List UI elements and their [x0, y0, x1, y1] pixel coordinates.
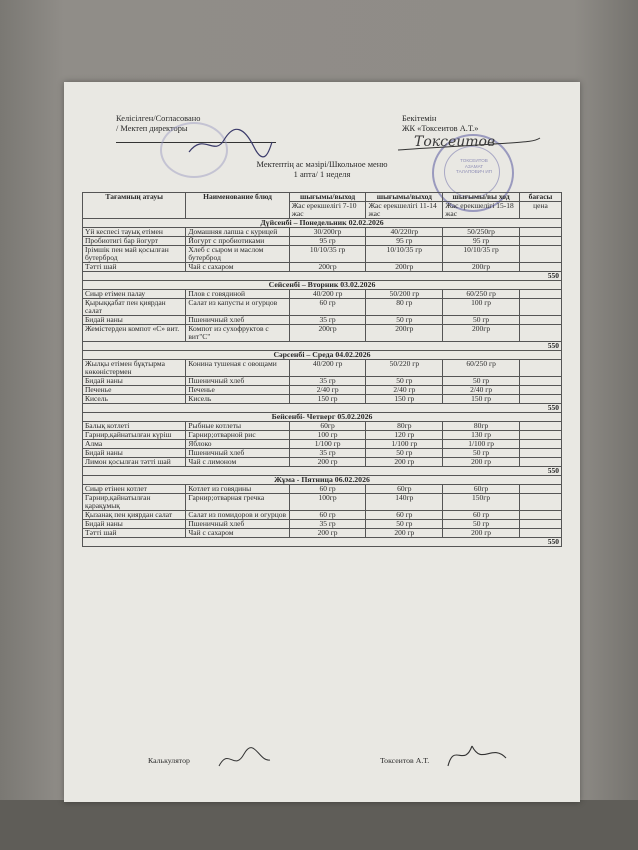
company-stamp-text: ТОКСЕИТОВ АЗАМАТ ТАЛАПОВИЧ ИП [455, 158, 493, 174]
day-total: 550 [83, 404, 562, 413]
output-age-3: 60/250 гр [443, 360, 520, 377]
dish-kazakh: Гарнир,қайнатылған қарақұмық [83, 494, 186, 511]
output-age-1: 200 гр [289, 529, 366, 538]
output-age-3: 10/10/35 гр [443, 246, 520, 263]
table-row [83, 246, 562, 263]
output-age-1: 1/100 гр [289, 440, 366, 449]
col-kazakh-header: Тағамның атауы [83, 193, 186, 219]
price-cell [519, 494, 561, 511]
output-age-3: 150 гр [443, 395, 520, 404]
output-age-3: 60 гр [443, 511, 520, 520]
dish-kazakh: Үй кеспесі тауық етімен [83, 228, 186, 237]
output-age-2: 50 гр [366, 377, 443, 386]
output-age-1: 40/200 гр [289, 290, 366, 299]
dish-kazakh: Сиыр етінен котлет [83, 485, 186, 494]
output-age-2: 40/220гр [366, 228, 443, 237]
price-cell [519, 290, 561, 299]
output-age-2: 150 гр [366, 395, 443, 404]
dish-russian: Гарнир;отварная гречка [186, 494, 289, 511]
output-age-3: 200гр [443, 325, 520, 342]
calculator-signature [214, 742, 274, 772]
output-age-2: 140гр [366, 494, 443, 511]
dish-kazakh: Бидай наны [83, 449, 186, 458]
output-age-1: 200гр [289, 263, 366, 272]
dish-kazakh: Тәтті шай [83, 263, 186, 272]
day-title: Бейсенбі- Четверг 05.02.2026 [83, 413, 562, 422]
confirm-label: Бекітемін [402, 114, 437, 123]
price-cell [519, 246, 561, 263]
price-cell [519, 377, 561, 386]
menu-sheet [64, 82, 580, 802]
dish-kazakh: Бидай наны [83, 520, 186, 529]
output-age-1: 35 гр [289, 449, 366, 458]
col-russian-header: Наименование блюд [186, 193, 289, 219]
dish-russian: Рыбные котлеты [186, 422, 289, 431]
table-row [83, 299, 562, 316]
output-age-3: 50 гр [443, 377, 520, 386]
price-cell [519, 386, 561, 395]
price-cell [519, 449, 561, 458]
output-age-1: 100гр [289, 494, 366, 511]
price-cell [519, 511, 561, 520]
output-age-2: 50 гр [366, 316, 443, 325]
output-age-1: 35 гр [289, 316, 366, 325]
table-row [83, 529, 562, 538]
director-signature [184, 122, 274, 162]
output-age-2: 95 гр [366, 237, 443, 246]
price-cell [519, 325, 561, 342]
output-age-3: 100 гр [443, 299, 520, 316]
output-age-3: 200 гр [443, 529, 520, 538]
dish-kazakh: Бидай наны [83, 316, 186, 325]
output-age-1: 60 гр [289, 485, 366, 494]
day-title: Дүйсенбі – Понедельник 02.02.2026 [83, 219, 562, 228]
day-title: Сәрсенбі – Среда 04.02.2026 [83, 351, 562, 360]
dish-kazakh: Печенье [83, 386, 186, 395]
output-age-3: 80гр [443, 422, 520, 431]
day-total-row [83, 538, 562, 547]
table-row [83, 263, 562, 272]
output-age-3: 60/250 гр [443, 290, 520, 299]
output-age-3: 1/100 гр [443, 440, 520, 449]
owner-signature [442, 738, 512, 772]
price-cell [519, 520, 561, 529]
dish-russian: Чай с сахаром [186, 263, 289, 272]
output-age-1: 95 гр [289, 237, 366, 246]
output-age-2: 10/10/35 гр [366, 246, 443, 263]
dish-kazakh: Тәтті шай [83, 529, 186, 538]
day-total: 550 [83, 467, 562, 476]
output-age-1: 200 гр [289, 458, 366, 467]
menu-title: Мектептің ас мәзірі/Школьное меню [256, 160, 388, 169]
output-age-1: 60 гр [289, 299, 366, 316]
dish-russian: Домашняя лапша с курицей [186, 228, 289, 237]
output-age-2: 50 гр [366, 449, 443, 458]
output-age-1: 35 гр [289, 377, 366, 386]
output-age-3: 50 гр [443, 520, 520, 529]
dish-russian: Печенье [186, 386, 289, 395]
dish-russian: Чай с лимоном [186, 458, 289, 467]
menu-table [82, 192, 562, 547]
dish-russian: Конина тушеная с овощами [186, 360, 289, 377]
output-age-2: 60 гр [366, 511, 443, 520]
dish-russian: Салат из капусты и огурцов [186, 299, 289, 316]
dish-russian: Кисель [186, 395, 289, 404]
table-row [83, 458, 562, 467]
dish-russian: Гарнир;отварной рис [186, 431, 289, 440]
price-cell [519, 237, 561, 246]
output-age-2: 120 гр [366, 431, 443, 440]
price-label: цена [519, 202, 561, 219]
dish-kazakh: Гарнир,қайнатылған күріш [83, 431, 186, 440]
dish-kazakh: Балық котлеті [83, 422, 186, 431]
dish-kazakh: Алма [83, 440, 186, 449]
dish-russian: Пшеничный хлеб [186, 316, 289, 325]
table-row [83, 360, 562, 377]
dish-kazakh: Қызанақ пен қиярдан салат [83, 511, 186, 520]
output-age-2: 200 гр [366, 529, 443, 538]
table-row [83, 325, 562, 342]
output-age-3: 150гр [443, 494, 520, 511]
output-age-1: 60гр [289, 422, 366, 431]
dish-russian: Пшеничный хлеб [186, 449, 289, 458]
output-age-1: 150 гр [289, 395, 366, 404]
age-group-3: Жас ерекшелігі 15-18 жас [443, 202, 520, 219]
price-cell [519, 422, 561, 431]
output-age-2: 200 гр [366, 458, 443, 467]
output-age-2: 2/40 гр [366, 386, 443, 395]
week-title: 1 апта/ 1 неделя [293, 170, 351, 179]
table-row [83, 395, 562, 404]
output-age-3: 60гр [443, 485, 520, 494]
col-output-2-header: шығымы/выход [366, 193, 443, 202]
dish-kazakh: Сиыр етімен палау [83, 290, 186, 299]
dish-kazakh: Пробиотигі бар йогурт [83, 237, 186, 246]
output-age-2: 200гр [366, 325, 443, 342]
output-age-3: 200 гр [443, 458, 520, 467]
age-group-1: Жас ерекшелігі 7-10 жас [289, 202, 366, 219]
dish-kazakh: Жылқы етімен бұқтырма көкөністермен [83, 360, 186, 377]
dish-kazakh: Бидай наны [83, 377, 186, 386]
dish-russian: Яблоко [186, 440, 289, 449]
approver-signature-text: Токсеитов [414, 134, 496, 150]
output-age-2: 50 гр [366, 520, 443, 529]
approval-label: Келісілген/Согласовано [116, 114, 201, 123]
dish-russian: Котлет из говядины [186, 485, 289, 494]
output-age-2: 50/200 гр [366, 290, 443, 299]
calculator-label: Калькулятор [148, 756, 190, 765]
output-age-2: 80гр [366, 422, 443, 431]
col-price-header: бағасы [519, 193, 561, 202]
output-age-1: 60 гр [289, 511, 366, 520]
table-row [83, 494, 562, 511]
price-cell [519, 485, 561, 494]
day-title: Жұма - Пятница 06.02.2026 [83, 476, 562, 485]
menu-title-block [64, 160, 580, 180]
dish-kazakh: Ірімшік пен май қосылған бутерброд [83, 246, 186, 263]
output-age-3: 2/40 гр [443, 386, 520, 395]
output-age-3: 200гр [443, 263, 520, 272]
dish-russian: Чай с сахаром [186, 529, 289, 538]
price-cell [519, 440, 561, 449]
dish-russian: Хлеб с сыром и маслом бутерброд [186, 246, 289, 263]
output-age-2: 80 гр [366, 299, 443, 316]
dish-russian: Пшеничный хлеб [186, 377, 289, 386]
approver-signature [394, 126, 544, 160]
output-age-1: 10/10/35 гр [289, 246, 366, 263]
price-cell [519, 299, 561, 316]
floor-background [0, 800, 638, 850]
output-age-1: 200гр [289, 325, 366, 342]
dish-russian: Йогурт с пробиотиками [186, 237, 289, 246]
output-age-3: 50/250гр [443, 228, 520, 237]
price-cell [519, 316, 561, 325]
dish-russian: Пшеничный хлеб [186, 520, 289, 529]
dish-kazakh: Жемістерден компот «С» вит. [83, 325, 186, 342]
output-age-3: 95 гр [443, 237, 520, 246]
day-title: Сейсенбі – Вторник 03.02.2026 [83, 281, 562, 290]
output-age-3: 50 гр [443, 316, 520, 325]
company-label: ЖК «Токсеитов А.Т.» [402, 124, 479, 133]
price-cell [519, 228, 561, 237]
col-output-3-header: шығымы/вы ход [443, 193, 520, 202]
output-age-3: 50 гр [443, 449, 520, 458]
output-age-1: 30/200гр [289, 228, 366, 237]
price-cell [519, 431, 561, 440]
dish-russian: Компот из сухофруктов с вит"С" [186, 325, 289, 342]
dish-kazakh: Кисель [83, 395, 186, 404]
dish-russian: Плов с говядиной [186, 290, 289, 299]
output-age-1: 100 гр [289, 431, 366, 440]
day-total: 550 [83, 538, 562, 547]
col-output-1-header: шығымы/выход [289, 193, 366, 202]
output-age-3: 130 гр [443, 431, 520, 440]
output-age-2: 1/100 гр [366, 440, 443, 449]
day-total: 550 [83, 272, 562, 281]
output-age-2: 60гр [366, 485, 443, 494]
output-age-1: 35 гр [289, 520, 366, 529]
day-total: 550 [83, 342, 562, 351]
output-age-1: 40/200 гр [289, 360, 366, 377]
output-age-2: 200гр [366, 263, 443, 272]
director-label: / Мектеп директоры [116, 124, 188, 133]
output-age-1: 2/40 гр [289, 386, 366, 395]
menu-body [83, 219, 562, 547]
price-cell [519, 360, 561, 377]
dish-kazakh: Лимон қосылған тәтті шай [83, 458, 186, 467]
output-age-2: 50/220 гр [366, 360, 443, 377]
dish-kazakh: Қырыққабат пен қиярдан салат [83, 299, 186, 316]
owner-label: Токсеитов А.Т. [380, 756, 430, 765]
age-group-2: Жас ерекшелігі 11-14 жас [366, 202, 443, 219]
dish-russian: Салат из помидоров и огурцов [186, 511, 289, 520]
